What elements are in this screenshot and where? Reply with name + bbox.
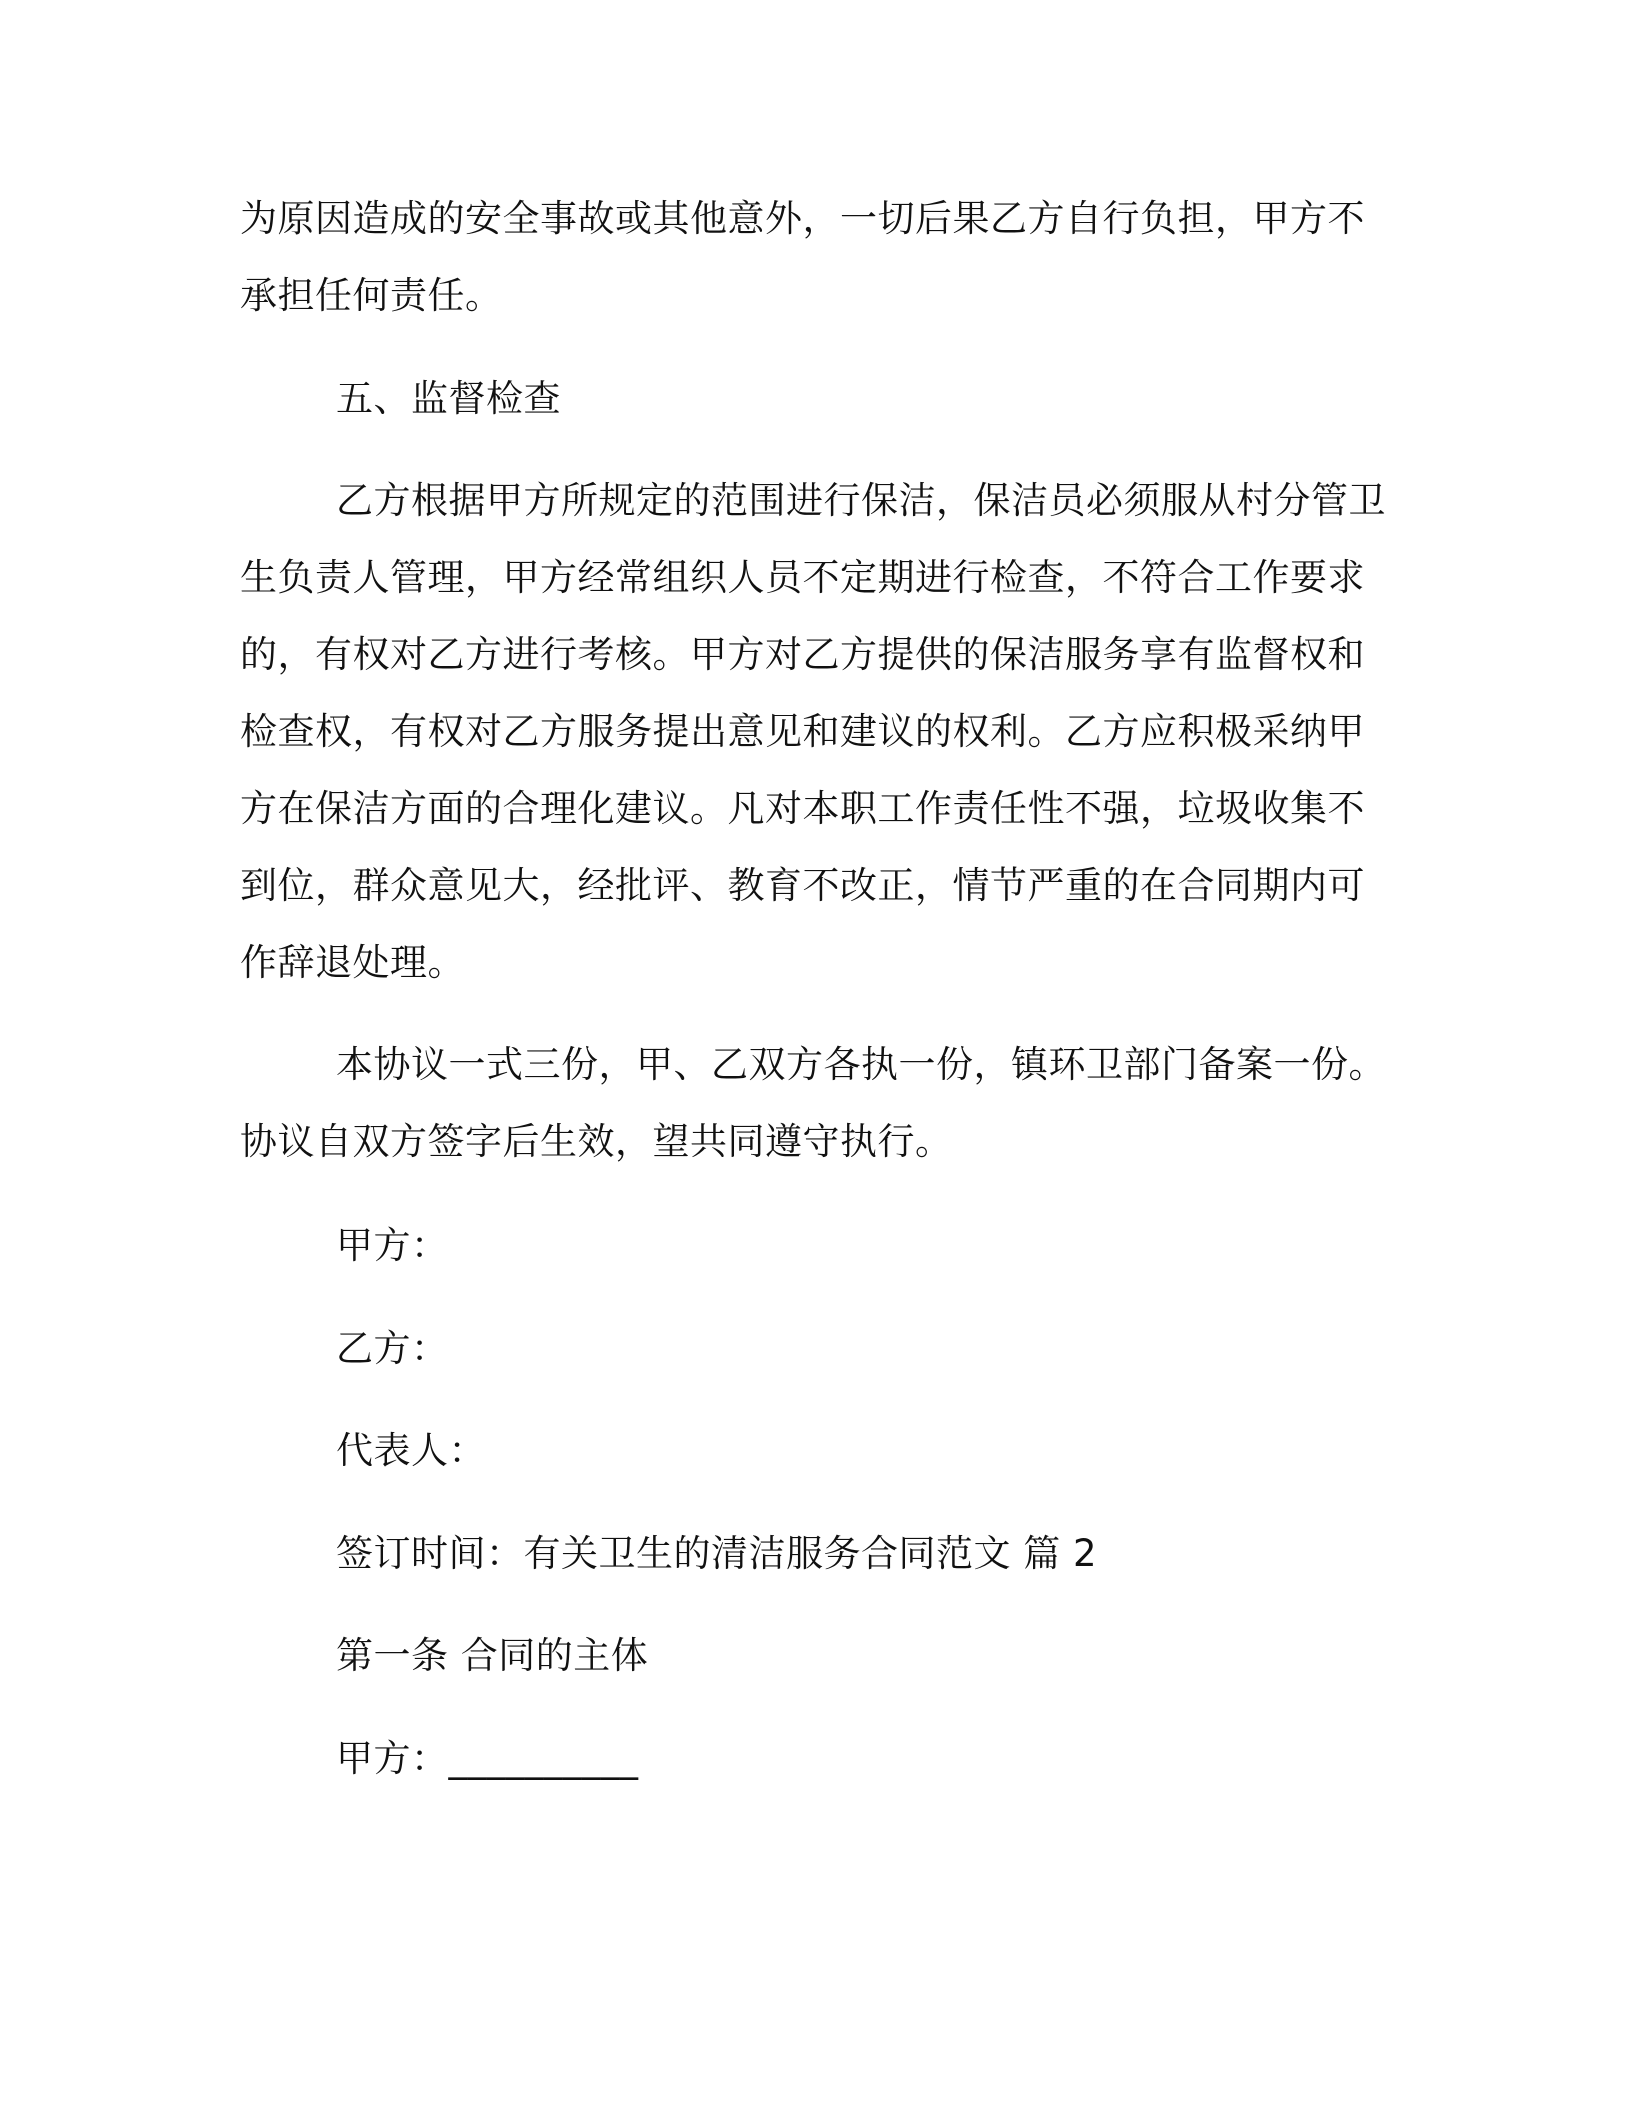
paragraph-line: 到位，群众意见大，经批评、教育不改正，情节严重的在合同期内可 xyxy=(240,864,1365,907)
paragraph-line: 的，有权对乙方进行考核。甲方对乙方提供的保洁服务享有监督权和 xyxy=(240,633,1365,676)
paragraph-line: 方在保洁方面的合理化建议。凡对本职工作责任性不强，垃圾收集不 xyxy=(240,787,1365,830)
article-heading: 第一条 合同的主体 xyxy=(336,1634,649,1677)
paragraph-line: 为原因造成的安全事故或其他意外，一切后果乙方自行负担，甲方不 xyxy=(240,197,1365,240)
paragraph-copies xyxy=(240,1026,1386,1180)
party-b-label: 乙方： xyxy=(336,1327,449,1370)
paragraph-line: 生负责人管理，甲方经常组织人员不定期进行检查，不符合工作要求 xyxy=(240,556,1365,599)
representative-label: 代表人： xyxy=(336,1429,486,1472)
paragraph-line: 作辞退处理。 xyxy=(240,941,465,984)
party-a-label: 甲方： xyxy=(336,1224,449,1267)
paragraph-line: 乙方根据甲方所规定的范围进行保洁，保洁员必须服从村分管卫 xyxy=(336,479,1386,522)
section-heading-supervision: 五、监督检查 xyxy=(336,377,561,420)
party-a-blank-line: 甲方：__________ xyxy=(336,1737,639,1780)
paragraph-continuation xyxy=(240,180,1370,334)
paragraph-line: 本协议一式三份，甲、乙双方各执一份，镇环卫部门备案一份。 xyxy=(336,1043,1386,1086)
paragraph-line: 承担任何责任。 xyxy=(240,274,503,317)
paragraph-line: 检查权，有权对乙方服务提出意见和建议的权利。乙方应积极采纳甲 xyxy=(240,710,1365,753)
paragraph-line: 协议自双方签字后生效，望共同遵守执行。 xyxy=(240,1120,953,1163)
paragraph-supervision xyxy=(240,462,1386,1001)
sign-time-line: 签订时间：有关卫生的清洁服务合同范文 篇 2 xyxy=(336,1532,1098,1575)
